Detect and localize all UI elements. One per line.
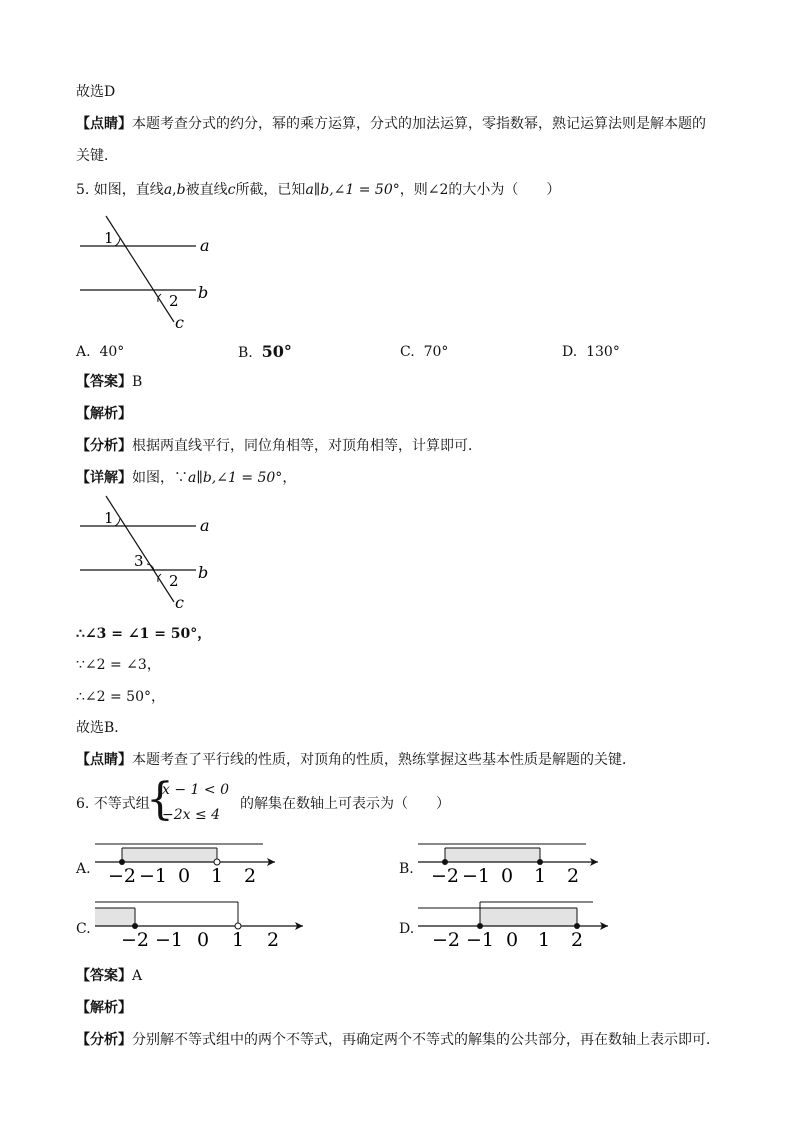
q6-ineq-2: −2x ≤ 4 (162, 807, 221, 823)
detail-expr: a∥b,∠1 = 50° (188, 470, 283, 486)
q5-stem-mid2: 所截，已知 (235, 182, 306, 198)
q6-option-b-letter[interactable]: B. (399, 861, 414, 877)
q5-option-c[interactable] (400, 343, 448, 361)
tick-label: −1 (465, 929, 495, 951)
tick-label: −2 (430, 865, 460, 887)
q6-option-d-letter[interactable]: D. (399, 921, 415, 937)
comment-tag: 【点睛】 (76, 752, 132, 768)
tick-label: 1 (533, 865, 547, 887)
q5-step1: ∴∠3 = ∠1 = 50°， (76, 626, 212, 642)
q6-option-a-letter[interactable]: A. (76, 861, 91, 877)
fenxi-tag: 【分析】 (76, 438, 132, 454)
tick-label: −1 (138, 865, 168, 887)
q5-figure (76, 212, 226, 334)
option-letter: D. (562, 344, 578, 360)
tick-label: 0 (177, 865, 191, 887)
q6-option-c-letter[interactable]: C. (76, 921, 91, 937)
var-c: c (227, 182, 236, 198)
var-a: a (163, 182, 173, 198)
q5-step3: ∴∠2 = 50°， (76, 689, 165, 705)
tick-label: 0 (196, 929, 210, 951)
answer-value: B (132, 374, 143, 390)
fenxi-text: 根据两直线平行，同位角相等，对顶角相等，计算即可． (132, 438, 482, 454)
q6-stem-prefix: 6. 不等式组 (76, 796, 150, 812)
tick-label: 1 (231, 929, 245, 951)
angle-2-label: 2 (169, 292, 179, 310)
line-a-label: a (200, 236, 210, 255)
fenxi-tag: 【分析】 (76, 1032, 132, 1048)
comment-text: 本题考查了平行线的性质，对顶角的性质，熟练掌握这些基本性质是解题的关键． (132, 752, 636, 768)
tick-label: 2 (566, 865, 580, 887)
q5-option-d[interactable] (562, 343, 620, 361)
answer-tag: 【答案】 (76, 374, 132, 390)
q5-stem (76, 181, 560, 199)
line-c-label: c (175, 313, 184, 332)
q6-stem-suffix: 的解集在数轴上可表示为（ ） (240, 796, 450, 812)
detail-suffix: ， (282, 470, 297, 486)
tick-label: −1 (461, 865, 491, 887)
option-text: 70° (423, 344, 449, 360)
q5-answer (76, 373, 142, 391)
option-letter: B. (238, 345, 253, 361)
q5-step2: ∵∠2 = ∠3， (76, 657, 161, 673)
line-c-label: c (175, 593, 184, 612)
tick-label: −2 (120, 929, 150, 951)
tick-label: 2 (243, 865, 257, 887)
angle-3-label: 3 (134, 552, 144, 570)
q6-answer (76, 967, 142, 985)
angle-1-label: 1 (104, 509, 114, 527)
q5-option-b[interactable] (238, 343, 292, 362)
option-text: 50° (261, 342, 292, 361)
tick-label: −1 (154, 929, 184, 951)
q5-stem-mid3: ，则∠2的大小为（ ） (399, 182, 561, 198)
angle-2-label: 2 (169, 572, 179, 590)
line-a-label: a (200, 516, 210, 535)
tick-label: 1 (537, 929, 551, 951)
q5-comment (76, 751, 636, 769)
q6-option-c-numberline[interactable] (95, 898, 315, 952)
detail-prefix: 如图，∵ (132, 470, 188, 486)
angle-1-label: 1 (104, 229, 114, 247)
prev-comment-line2: 关键． (76, 148, 118, 164)
q5-stem-prefix: 5. 如图，直线 (76, 182, 164, 198)
tick-label: −2 (107, 865, 137, 887)
option-text: 40° (99, 344, 125, 360)
comma: , (172, 182, 177, 198)
answer-value: A (132, 968, 143, 984)
q5-detail (76, 469, 296, 487)
q6-option-b-numberline[interactable] (418, 838, 618, 888)
prev-comment (76, 115, 706, 133)
line-b-label: b (198, 563, 209, 582)
tick-label: 2 (570, 929, 584, 951)
q5-detail-figure (76, 492, 226, 614)
detail-tag: 【详解】 (76, 470, 132, 486)
option-letter: A. (76, 344, 91, 360)
q6-option-d-numberline[interactable] (418, 898, 618, 952)
q5-stem-mid1: 被直线 (185, 182, 228, 198)
option-text: 130° (586, 344, 620, 360)
tick-label: 0 (505, 929, 519, 951)
q6-fenxi (76, 1031, 720, 1049)
parallel-expr: a∥b,∠1 = 50° (305, 182, 400, 198)
prev-choose: 故选D (76, 84, 116, 100)
tick-label: 2 (266, 929, 280, 951)
option-letter: C. (400, 344, 415, 360)
tick-label: 1 (210, 865, 224, 887)
answer-tag: 【答案】 (76, 968, 132, 984)
q6-ineq-1: x − 1 < 0 (162, 782, 229, 798)
q5-option-a[interactable] (76, 343, 124, 361)
q5-fenxi (76, 437, 482, 455)
line-b-label: b (198, 283, 209, 302)
fenxi-text: 分别解不等式组中的两个不等式，再确定两个不等式的解集的公共部分，再在数轴上表示即可． (132, 1032, 720, 1048)
q6-analysis-tag: 【解析】 (76, 1000, 132, 1016)
q5-analysis-tag: 【解析】 (76, 406, 132, 422)
tick-label: 0 (500, 865, 514, 887)
var-b: b (176, 182, 186, 198)
comment-text-1: 本题考查分式的约分，幂的乘方运算，分式的加法运算，零指数幂，熟记运算法则是解本题的 (132, 116, 706, 132)
q6-option-a-numberline[interactable] (95, 838, 295, 888)
q5-choose: 故选B． (76, 720, 129, 736)
tick-label: −2 (431, 929, 461, 951)
comment-tag: 【点睛】 (76, 116, 132, 132)
brace-symbol: { (146, 774, 174, 825)
